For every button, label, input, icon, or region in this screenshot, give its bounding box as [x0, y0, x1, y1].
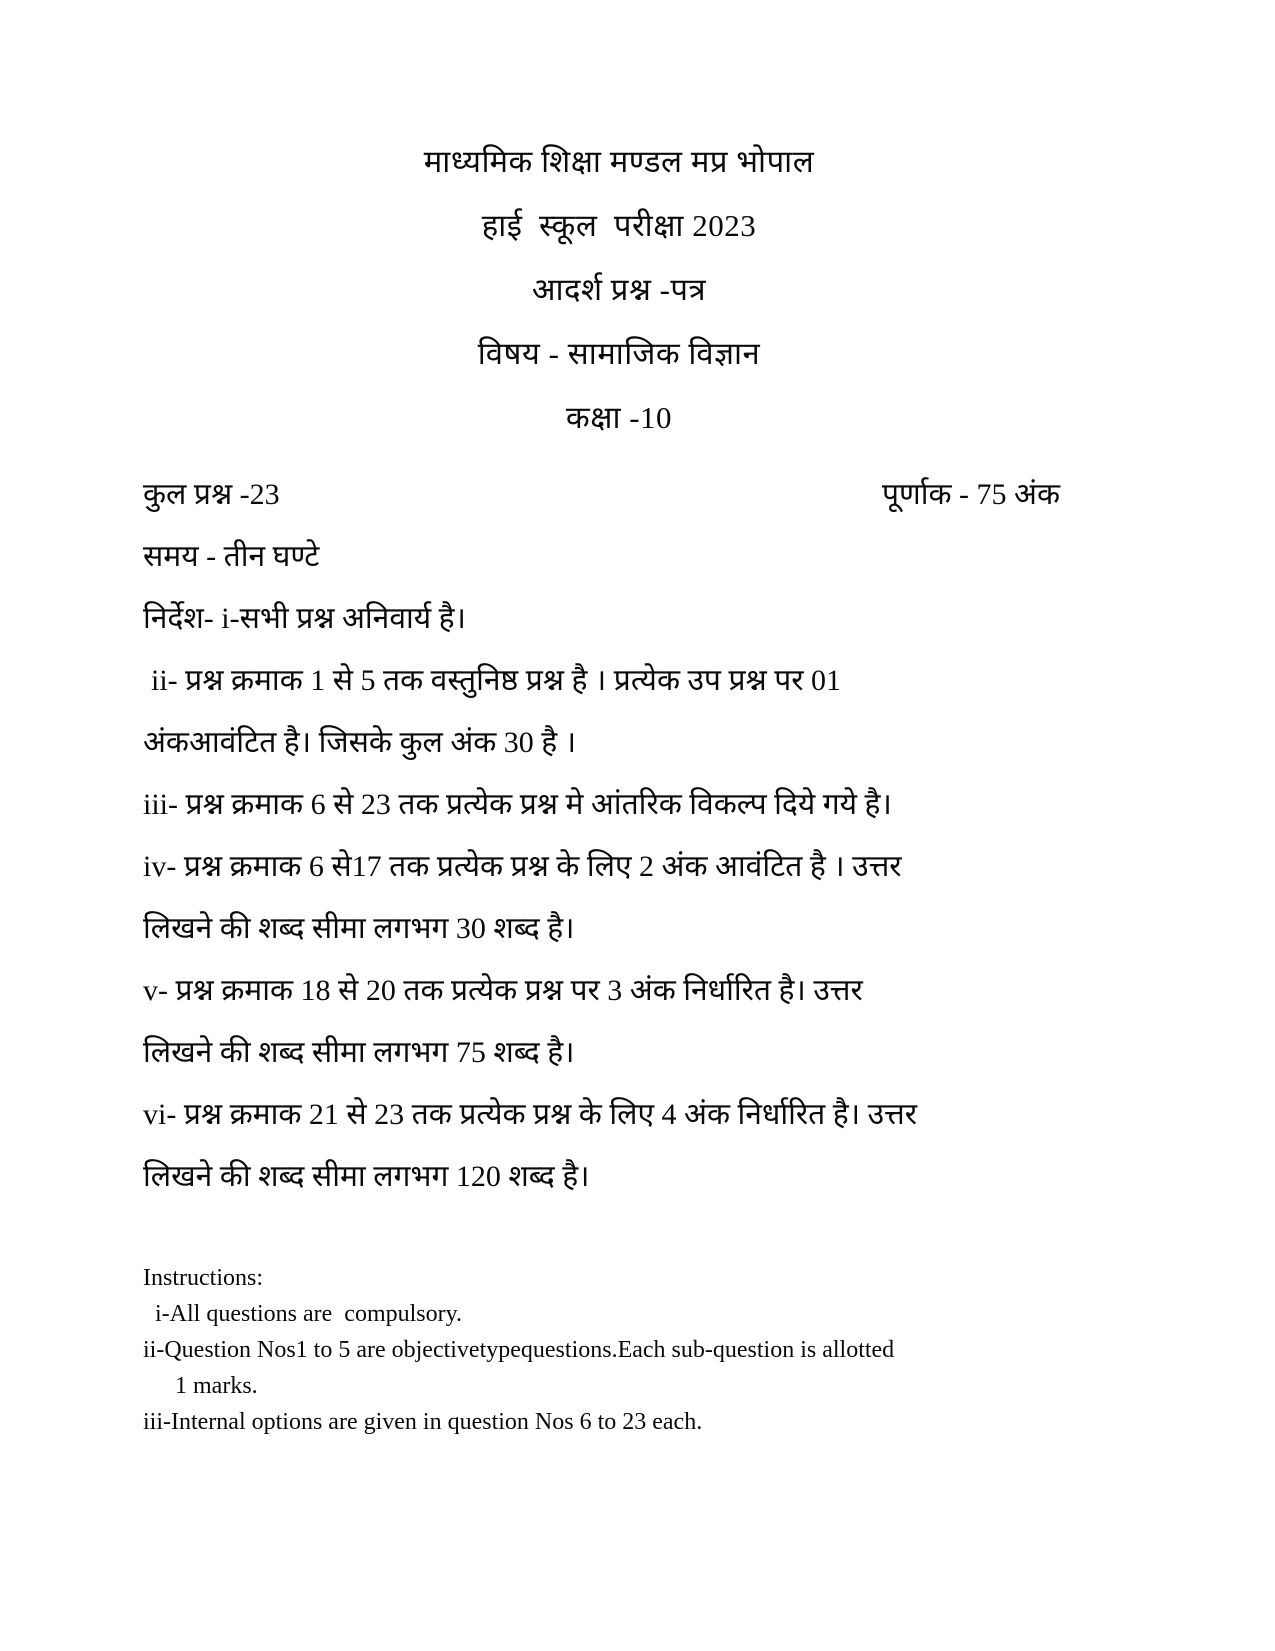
hindi-instruction-line: निर्देश- i-सभी प्रश्न अनिवार्य है।: [143, 602, 466, 635]
hindi-instruction-line: लिखने की शब्द सीमा लगभग 30 शब्द है।: [143, 912, 575, 945]
total-questions: कुल प्रश्न -23: [143, 478, 280, 511]
time-duration: समय - तीन घण्टे: [143, 540, 320, 573]
meta-row: [143, 464, 1095, 526]
hindi-instruction-line: iv- प्रश्न क्रमाक 6 से17 तक प्रत्येक प्रश्न के लिए 2 अंक आवंटित है । उत्तर: [143, 850, 902, 883]
english-instruction-line: iii-Internal options are given in question Nos 6 to 23 each.: [143, 1409, 703, 1435]
paper-type: आदर्श प्रश्न -पत्र: [531, 272, 707, 307]
max-marks: पूर्णाक - 75 अंक: [882, 478, 1060, 511]
hindi-instruction-line: iii- प्रश्न क्रमाक 6 से 23 तक प्रत्येक प्रश्न मे आंतरिक विकल्प दिये गये है।: [143, 788, 892, 821]
hindi-instruction-line: vi- प्रश्न क्रमाक 21 से 23 तक प्रत्येक प्रश्न के लिए 4 अंक निर्धारित है। उत्तर: [143, 1098, 918, 1131]
exam-title: हाई स्कूल परीक्षा 2023: [481, 208, 757, 243]
english-instructions-heading: Instructions:: [143, 1265, 263, 1291]
hindi-instruction-line: v- प्रश्न क्रमाक 18 से 20 तक प्रत्येक प्रश्न पर 3 अंक निर्धारित है। उत्तर: [143, 974, 863, 1007]
board-name: माध्यमिक शिक्षा मण्डल मप्र भोपाल: [423, 144, 815, 179]
english-instructions-block: [143, 1260, 1095, 1440]
exam-paper-header: [143, 130, 1095, 450]
hindi-instruction-line: ii- प्रश्न क्रमाक 1 से 5 तक वस्तुनिष्ठ प्रश्न है । प्रत्येक उप प्रश्न पर 01: [151, 664, 842, 697]
subject-line: विषय - सामाजिक विज्ञान: [477, 336, 761, 371]
hindi-instruction-line: लिखने की शब्द सीमा लगभग 75 शब्द है।: [143, 1036, 575, 1069]
english-instruction-line: 1 marks.: [175, 1373, 258, 1399]
hindi-instruction-line: अंकआवंटित है। जिसके कुल अंक 30 है ।: [143, 726, 577, 759]
english-instruction-line: ii-Question Nos1 to 5 are objectivetypequestions.Each sub-question is allotted: [143, 1337, 895, 1363]
english-instruction-line: i-All questions are compulsory.: [155, 1301, 463, 1327]
hindi-instructions-block: [143, 526, 1095, 1208]
class-line: कक्षा -10: [565, 400, 673, 435]
hindi-instruction-line: लिखने की शब्द सीमा लगभग 120 शब्द है।: [143, 1160, 590, 1193]
